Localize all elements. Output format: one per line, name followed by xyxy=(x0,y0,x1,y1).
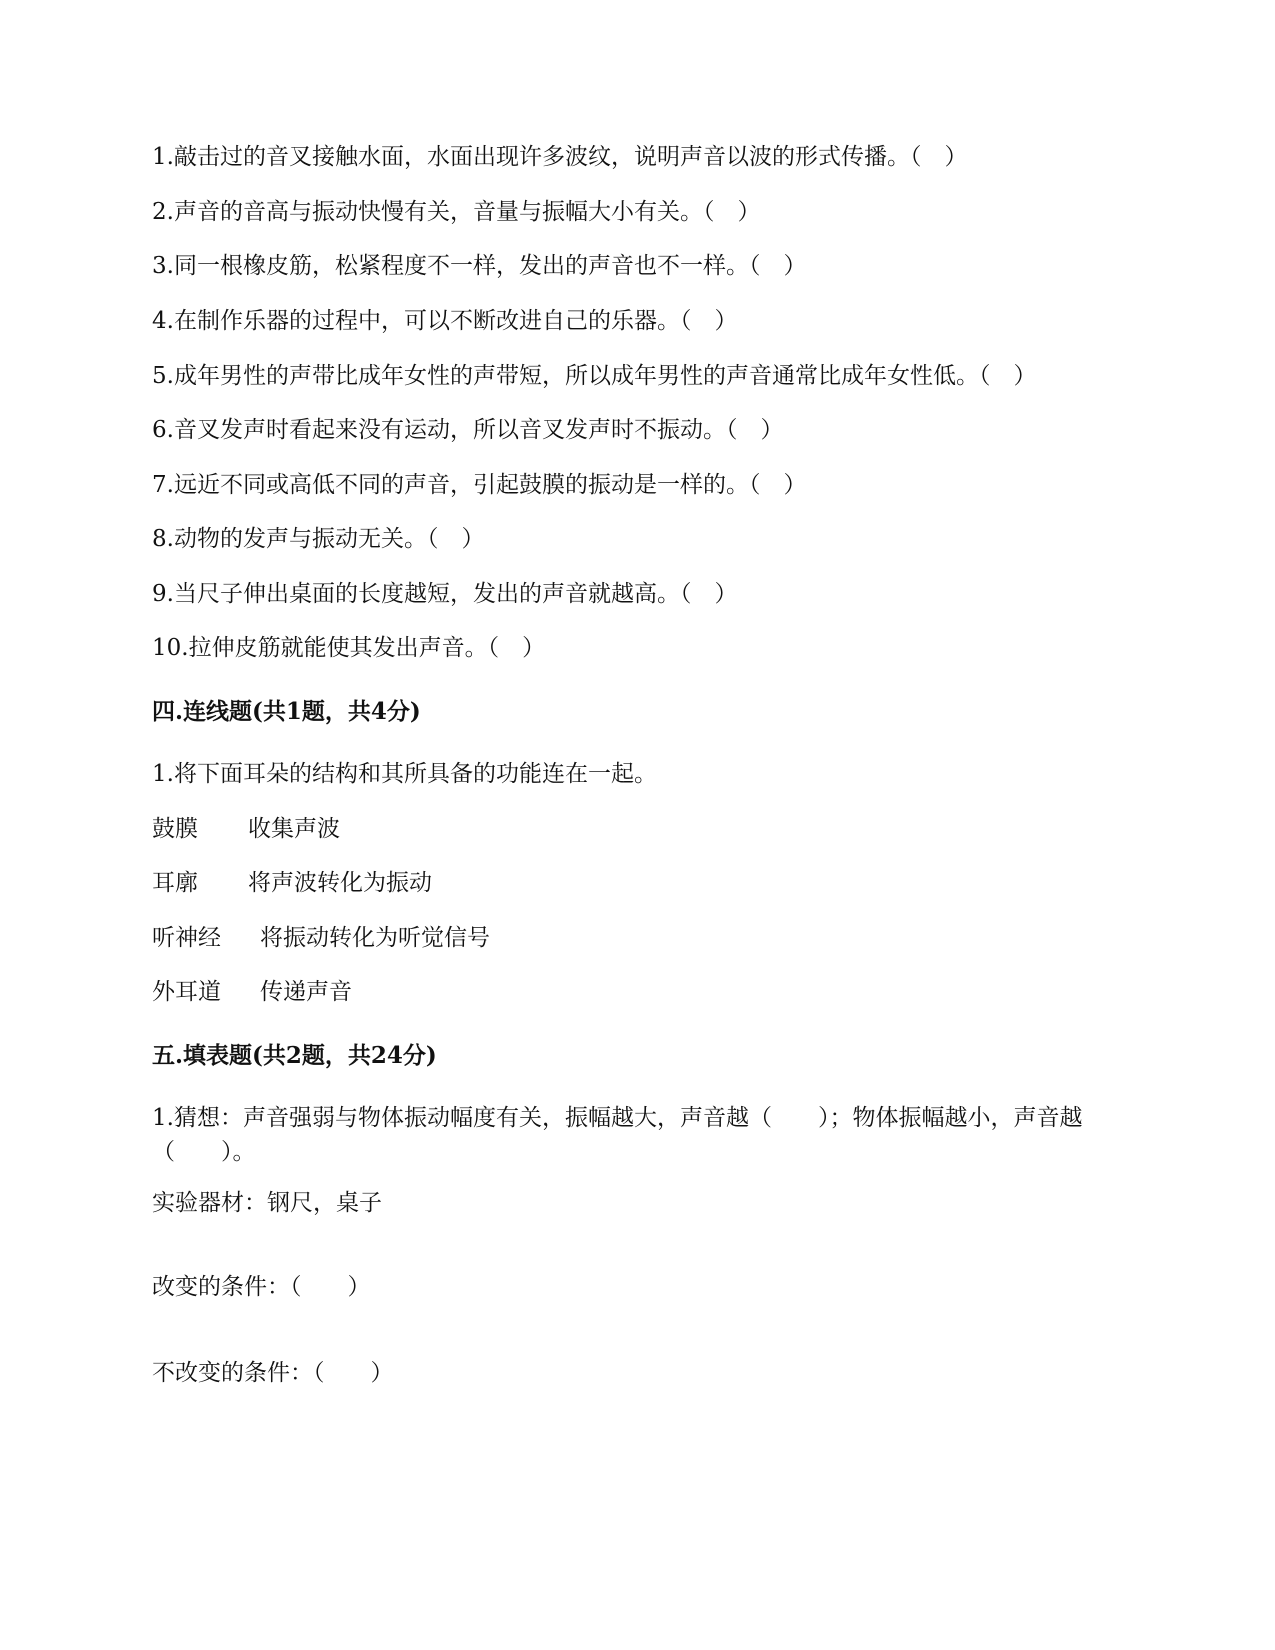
judgement-item-8: 8.动物的发声与振动无关。（ ） xyxy=(152,526,485,552)
ear-structure-label: 鼓膜 xyxy=(152,816,198,842)
judgement-item-10: 10.拉伸皮筋就能使其发出声音。（ ） xyxy=(152,635,546,661)
judgement-item-4: 4.在制作乐器的过程中，可以不断改进自己的乐器。（ ） xyxy=(152,308,738,334)
ear-function-label: 将声波转化为振动 xyxy=(248,870,432,896)
judgement-item-1: 1.敲击过的音叉接触水面，水面出现许多波纹，说明声音以波的形式传播。（ ） xyxy=(152,144,968,170)
section5-heading: 五.填表题(共2题，共24分) xyxy=(152,1042,437,1069)
section5-question: 1.猜想：声音强弱与物体振动幅度有关，振幅越大，声音越（ ）；物体振幅越小，声音越（ ）。 xyxy=(152,1105,1083,1165)
judgement-item-3: 3.同一根橡皮筋，松紧程度不一样，发出的声音也不一样。（ ） xyxy=(152,253,807,279)
changed-condition: 改变的条件：（ ） xyxy=(152,1274,371,1300)
section4-heading: 四.连线题(共1题，共4分) xyxy=(152,698,421,725)
unchanged-condition: 不改变的条件：（ ） xyxy=(152,1360,394,1386)
ear-function-label: 收集声波 xyxy=(248,816,340,842)
judgement-item-7: 7.远近不同或高低不同的声音，引起鼓膜的振动是一样的。（ ） xyxy=(152,472,807,498)
judgement-item-2: 2.声音的音高与振动快慢有关，音量与振幅大小有关。（ ） xyxy=(152,199,761,225)
ear-function-label: 传递声音 xyxy=(260,979,352,1005)
judgement-item-6: 6.音叉发声时看起来没有运动，所以音叉发声时不振动。（ ） xyxy=(152,417,784,443)
ear-structure-label: 耳廓 xyxy=(152,870,198,896)
ear-structure-label: 外耳道 xyxy=(152,979,221,1005)
ear-structure-label: 听神经 xyxy=(152,925,221,951)
judgement-item-9: 9.当尺子伸出桌面的长度越短，发出的声音就越高。（ ） xyxy=(152,581,738,607)
experiment-materials: 实验器材：钢尺，桌子 xyxy=(152,1190,382,1216)
judgement-item-5: 5.成年男性的声带比成年女性的声带短，所以成年男性的声音通常比成年女性低。（ ） xyxy=(152,363,1037,389)
ear-function-label: 将振动转化为听觉信号 xyxy=(260,925,490,951)
section4-question: 1.将下面耳朵的结构和其所具备的功能连在一起。 xyxy=(152,761,657,787)
